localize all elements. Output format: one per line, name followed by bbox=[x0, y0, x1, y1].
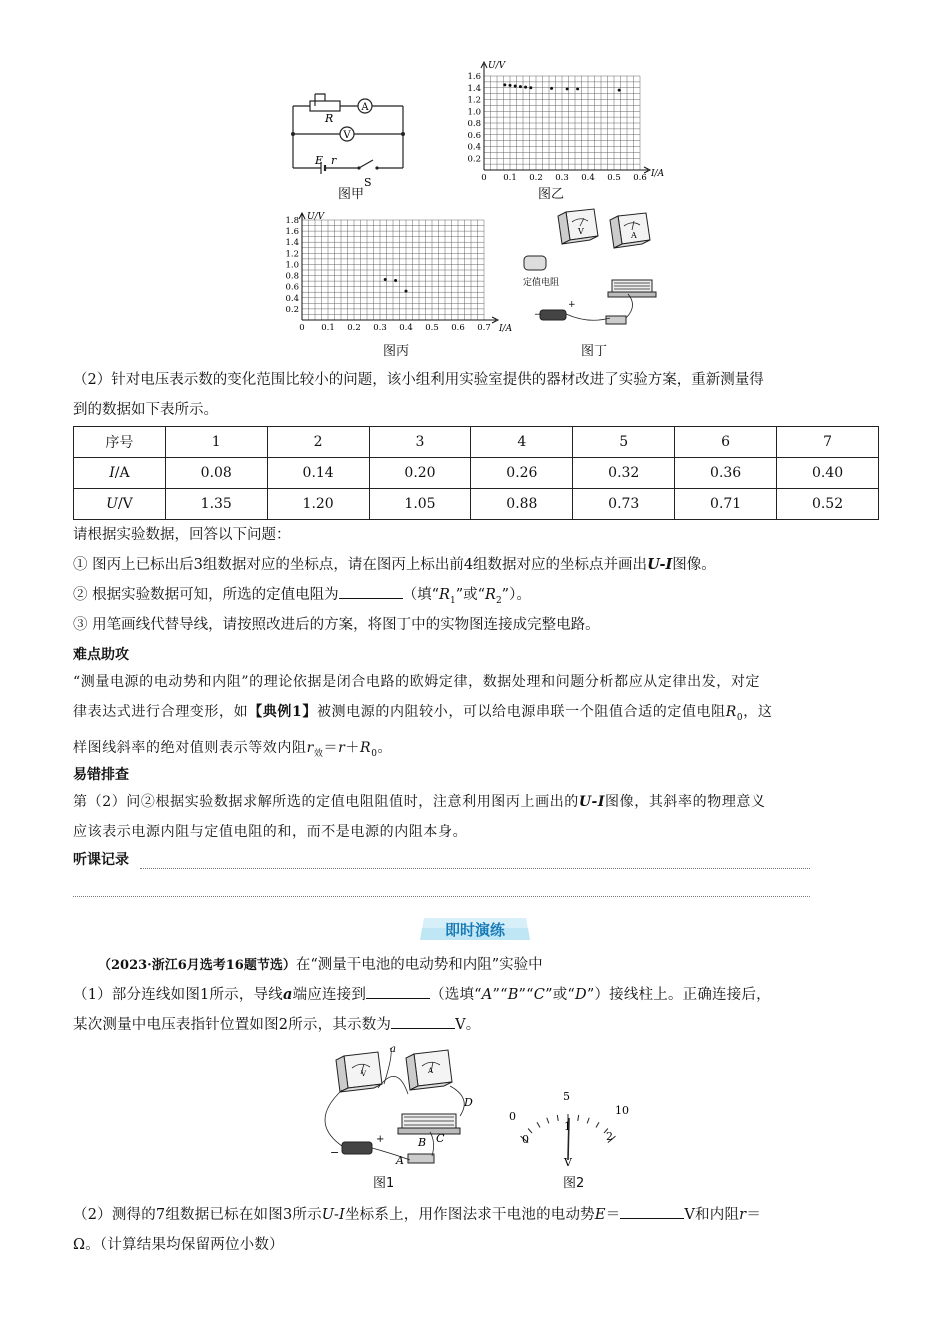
answer-blank-resistor[interactable] bbox=[339, 584, 403, 599]
x-tick-label: 0 bbox=[299, 323, 305, 333]
y-tick-label: 0.2 bbox=[285, 304, 299, 315]
internal-r-label: r bbox=[331, 154, 337, 167]
table-cell: 0.20 bbox=[369, 458, 471, 489]
y-tick-label: 1.2 bbox=[285, 249, 299, 260]
notes-heading: 听课记录 bbox=[73, 852, 129, 868]
emf-label: E bbox=[315, 154, 324, 167]
y-tick-label: 1.6 bbox=[285, 227, 299, 238]
table-cell: 0.32 bbox=[573, 458, 675, 489]
x-tick-label: 0.1 bbox=[503, 173, 517, 180]
svg-text:V: V bbox=[361, 1070, 367, 1078]
data-point bbox=[618, 89, 621, 92]
dial-inner-2: 2 bbox=[606, 1130, 613, 1143]
x-tick-label: 0.5 bbox=[607, 173, 621, 180]
fig1-label-a: a bbox=[390, 1044, 396, 1055]
practice-title: （2023·浙江6月选考16题节选）在“测量干电池的电动势和内阻”实验中 bbox=[98, 957, 543, 973]
y-tick-label: 1.8 bbox=[285, 216, 299, 226]
y-tick-label: 0.6 bbox=[285, 282, 299, 293]
y-tick-label: 0.6 bbox=[467, 130, 481, 141]
data-point bbox=[514, 84, 517, 87]
yi-xlabel: I/A bbox=[651, 169, 665, 179]
caption-yi: 图乙 bbox=[538, 187, 565, 202]
dial-inner-0: 0 bbox=[522, 1133, 529, 1146]
y-tick-label: 0.4 bbox=[467, 142, 481, 153]
table-cell: 0.14 bbox=[267, 458, 369, 489]
caption-jia: 图甲 bbox=[338, 187, 365, 202]
switch-label: S bbox=[364, 176, 372, 189]
table-cell: 0.08 bbox=[165, 458, 267, 489]
y-tick-label: 1.2 bbox=[467, 95, 481, 106]
fig1-label-B: B bbox=[418, 1136, 427, 1149]
ding-ammeter-label: A bbox=[631, 231, 637, 240]
table-cell: 0.71 bbox=[675, 489, 777, 520]
figure-bing-graph bbox=[282, 210, 522, 336]
dial-tick bbox=[547, 1118, 549, 1124]
answer-q1: ① 图丙上已标出后3组数据对应的坐标点，请在图丙上标出前4组数据对应的坐标点并画出U-I图像。 bbox=[73, 556, 716, 573]
data-point bbox=[524, 86, 527, 89]
table-cell: 0.73 bbox=[573, 489, 675, 520]
answer-blank-voltage[interactable] bbox=[391, 1014, 455, 1029]
dial-outer-10: 10 bbox=[615, 1104, 629, 1117]
table-cell: 0.26 bbox=[471, 458, 573, 489]
svg-text:A: A bbox=[428, 1067, 434, 1075]
svg-text:+: + bbox=[376, 1134, 385, 1145]
difficulty-heading: 难点助攻 bbox=[73, 647, 129, 663]
ammeter-label: A bbox=[361, 102, 369, 113]
table-cell: 0.36 bbox=[675, 458, 777, 489]
data-point bbox=[394, 279, 397, 282]
yi-ylabel: U/V bbox=[488, 61, 506, 71]
bing-xlabel: I/A bbox=[499, 324, 513, 334]
data-point bbox=[503, 83, 506, 86]
x-tick-label: 0.4 bbox=[399, 323, 413, 333]
answer-q3: ③ 用笔画线代替导线，请按照改进后的方案，将图丁中的实物图连接成完整电路。 bbox=[73, 617, 600, 633]
x-tick-label: 0.4 bbox=[581, 173, 595, 180]
x-tick-label: 0 bbox=[481, 173, 487, 180]
x-tick-label: 0.7 bbox=[477, 323, 491, 333]
y-tick-label: 1.6 bbox=[467, 72, 481, 82]
figure-1-apparatus bbox=[312, 1042, 487, 1170]
figure-2-dial bbox=[500, 1088, 640, 1168]
y-tick-label: 0.2 bbox=[467, 154, 481, 165]
fixed-resistor-label: 定值电阻 bbox=[523, 278, 560, 288]
answer-blank-emf[interactable] bbox=[620, 1204, 684, 1219]
ding-voltmeter-label: V bbox=[578, 227, 584, 236]
dial-unit: V bbox=[564, 1156, 572, 1168]
y-tick-label: 1.0 bbox=[467, 107, 481, 118]
difficulty-body: “测量电源的电动势和内阻”的理论依据是闭合电路的欧姆定律，数据处理和问题分析都应从定律出发，对定 律表达式进行合理变形，如【典例1】被测电源的内阻较小，可以给电源串联一个阻值合适的定值电阻$R_0$，这 样图线斜率的绝对值则表示等效内阻$r_效=r+R_0$。 bbox=[73, 674, 773, 759]
dial-tick bbox=[578, 1115, 579, 1121]
table-header-cell: 7 bbox=[777, 427, 879, 458]
figure-jia-circuit bbox=[285, 86, 415, 198]
answer-q2: ② 根据实验数据可知，所选的定值电阻为 （填“$R_1$”或“$R_2$”）。 bbox=[73, 580, 879, 616]
table-row bbox=[74, 458, 879, 489]
x-tick-label: 0.1 bbox=[321, 323, 335, 333]
table-cell: 0.88 bbox=[471, 489, 573, 520]
notes-line-1[interactable] bbox=[140, 868, 810, 869]
x-tick-label: 0.2 bbox=[529, 173, 543, 180]
fig1-label-D: D bbox=[464, 1096, 473, 1109]
table-cell: 0.40 bbox=[777, 458, 879, 489]
table-header-row bbox=[74, 427, 879, 458]
x-tick-label: 0.3 bbox=[555, 173, 569, 180]
notes-line-2[interactable] bbox=[73, 896, 810, 897]
table-cell: 1.35 bbox=[165, 489, 267, 520]
x-tick-label: 0.6 bbox=[633, 173, 647, 180]
data-point bbox=[509, 84, 512, 87]
svg-text:−: − bbox=[330, 1146, 340, 1159]
banner-text: 即时演练 bbox=[444, 921, 506, 939]
caption-ding: 图丁 bbox=[581, 344, 608, 359]
y-tick-label: 0.8 bbox=[467, 119, 481, 129]
dial-outer-0: 0 bbox=[509, 1110, 516, 1123]
y-tick-label: 1.4 bbox=[467, 83, 481, 94]
caption-fig2: 图2 bbox=[563, 1176, 585, 1191]
dial-outer-5: 5 bbox=[563, 1090, 570, 1103]
dial-tick bbox=[587, 1118, 589, 1124]
rheostat-label: R bbox=[325, 112, 334, 125]
data-point bbox=[566, 87, 569, 90]
table-row-label: I/A bbox=[74, 458, 166, 489]
data-point bbox=[529, 86, 532, 89]
table-cell: 0.52 bbox=[777, 489, 879, 520]
svg-text:−: − bbox=[534, 310, 542, 320]
error-body: 第（2）问②根据实验数据求解所选的定值电阻阻值时，注意利用图丙上画出的U-I图像，其斜率的物理意义 应该表示电源内阻与定值电阻的和，而不是电源的内阻本身。 bbox=[73, 794, 766, 840]
table-row-label: U/V bbox=[74, 489, 166, 520]
dial-tick bbox=[557, 1115, 558, 1121]
x-tick-label: 0.6 bbox=[451, 323, 465, 333]
table-header-cell: 1 bbox=[165, 427, 267, 458]
y-tick-label: 1.0 bbox=[285, 260, 299, 271]
dial-inner-1: 1 bbox=[564, 1120, 571, 1133]
y-tick-label: 1.4 bbox=[285, 238, 299, 249]
y-tick-label: 0.4 bbox=[285, 293, 299, 304]
practice-banner bbox=[418, 914, 532, 944]
dial-tick bbox=[537, 1122, 540, 1127]
x-tick-label: 0.5 bbox=[425, 323, 439, 333]
table-header-cell: 3 bbox=[369, 427, 471, 458]
bing-ylabel: U/V bbox=[307, 212, 325, 222]
practice-q2: （2）测得的7组数据已标在如图3所示U-I坐标系上，用作图法求干电池的电动势E＝ V和内阻r＝ Ω。（计算结果均保留两位小数） bbox=[73, 1200, 879, 1260]
table-header-cell: 4 bbox=[471, 427, 573, 458]
data-point bbox=[550, 87, 553, 90]
caption-bing: 图丙 bbox=[383, 344, 410, 359]
voltmeter-label: V bbox=[343, 130, 351, 141]
dial-tick bbox=[596, 1122, 599, 1127]
table-header-cell: 5 bbox=[573, 427, 675, 458]
q2-paragraph: （2）针对电压表示数的变化范围比较小的问题，该小组利用实验室提供的器材改进了实验方案，重新测量得 到的数据如下表所示。 bbox=[73, 372, 764, 418]
error-heading: 易错排查 bbox=[73, 767, 129, 783]
table-row bbox=[74, 489, 879, 520]
table-header-cell: 6 bbox=[675, 427, 777, 458]
data-point bbox=[405, 290, 408, 293]
x-tick-label: 0.2 bbox=[347, 323, 361, 333]
fig1-label-C: C bbox=[436, 1132, 445, 1145]
practice-q1: （1）部分连线如图1所示，导线a端应连接到 （选填“A”“B”“C”或“D”）接线柱上。正确连接后， 某次测量中电压表指针位置如图2所示，其示数为 V。 bbox=[73, 986, 771, 1033]
table-header-cell: 序号 bbox=[74, 427, 166, 458]
y-tick-label: 0.8 bbox=[285, 271, 299, 282]
fig1-label-A: A bbox=[396, 1154, 404, 1167]
table-cell: 1.05 bbox=[369, 489, 471, 520]
caption-fig1: 图1 bbox=[373, 1176, 395, 1191]
data-table bbox=[73, 426, 879, 520]
data-point bbox=[576, 87, 579, 90]
figure-yi-graph bbox=[448, 58, 680, 180]
table-header-cell: 2 bbox=[267, 427, 369, 458]
answer-blank-terminal[interactable] bbox=[366, 984, 430, 999]
figure-ding-apparatus bbox=[518, 206, 668, 336]
data-point bbox=[384, 278, 387, 281]
answer-intro: 请根据实验数据，回答以下问题： bbox=[73, 527, 291, 543]
data-point bbox=[519, 85, 522, 88]
x-tick-label: 0.3 bbox=[373, 323, 387, 333]
svg-text:+: + bbox=[568, 300, 576, 310]
table-cell: 1.20 bbox=[267, 489, 369, 520]
